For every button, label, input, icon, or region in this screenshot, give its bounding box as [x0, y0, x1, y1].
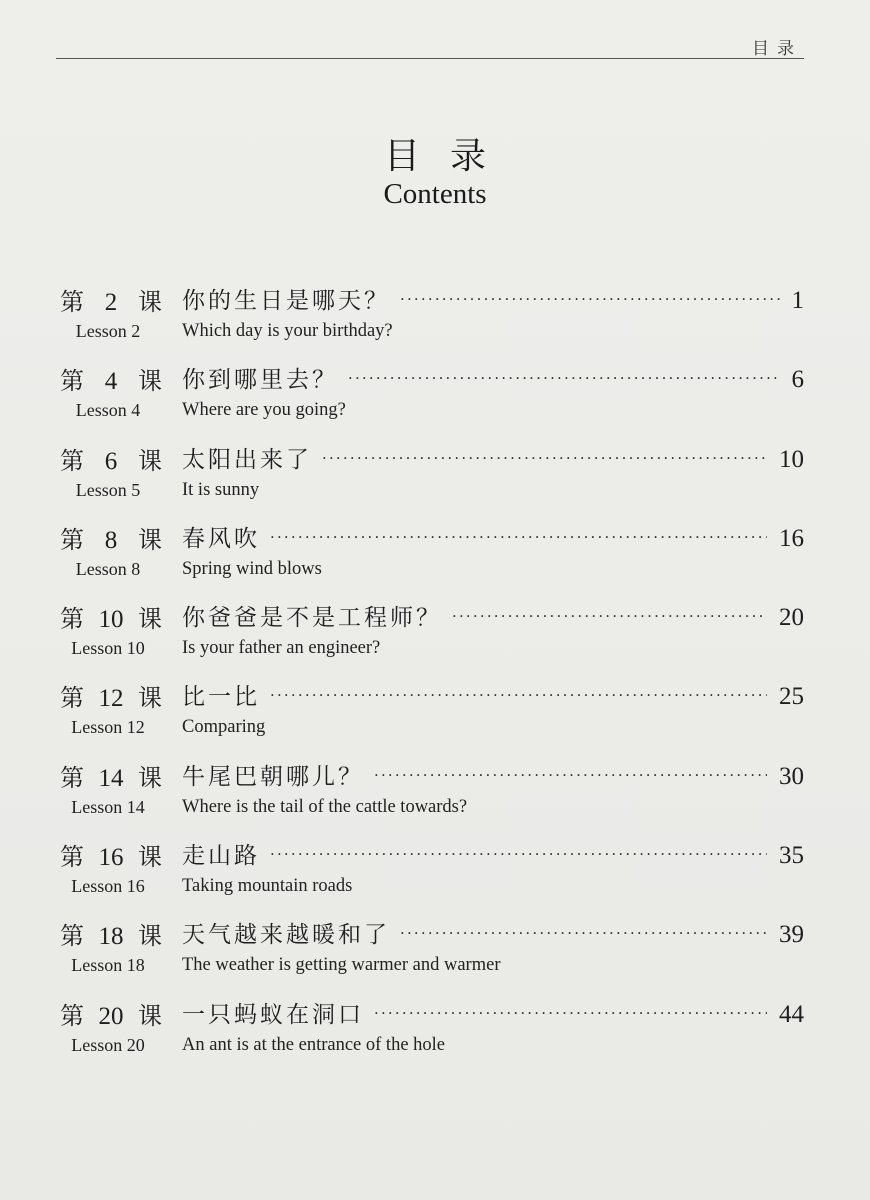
lesson-number: 18 [98, 923, 124, 951]
page-number: 25 [779, 683, 804, 711]
lesson-title-chinese: 一只蚂蚁在洞口 [182, 1001, 364, 1028]
lesson-prefix: 第 [60, 288, 84, 316]
page-number: 20 [779, 604, 804, 632]
lesson-number: 6 [104, 447, 118, 475]
toc-entry-line [182, 996, 804, 1029]
toc-entry [0, 361, 870, 440]
toc-entry [0, 758, 870, 837]
toc-entry [0, 837, 870, 916]
lesson-title-chinese: 走山路 [182, 843, 260, 870]
lesson-suffix: 课 [138, 684, 162, 713]
toc-entry-line [182, 441, 804, 474]
lesson-number-chinese [60, 599, 162, 634]
contents-title-english: Contents [383, 178, 487, 210]
lesson-suffix: 课 [138, 843, 162, 872]
lesson-suffix: 课 [138, 525, 162, 554]
page-number: 44 [779, 1000, 804, 1028]
dot-leader [452, 607, 767, 625]
lesson-title-chinese: 太阳出来了 [182, 446, 312, 473]
lesson-suffix: 课 [138, 446, 162, 475]
lesson-title-chinese: 你到哪里去？ [182, 367, 338, 394]
page-number: 39 [779, 921, 804, 949]
dot-leader [400, 290, 780, 308]
lesson-title-chinese: 天气越来越暖和了 [182, 922, 390, 949]
lesson-label-english: Lesson 16 [71, 876, 145, 897]
lesson-suffix: 课 [138, 763, 162, 792]
lesson-label-english: Lesson 8 [75, 558, 141, 579]
lesson-suffix: 课 [138, 605, 162, 634]
lesson-label-english: Lesson 4 [75, 400, 141, 421]
lesson-title-english: Spring wind blows [182, 558, 322, 579]
dot-leader [374, 766, 767, 784]
lesson-number: 14 [98, 764, 124, 792]
page-number: 16 [779, 524, 804, 552]
lesson-title-english: Taking mountain roads [182, 876, 353, 897]
page-number: 30 [779, 762, 804, 790]
lesson-suffix: 课 [138, 922, 162, 951]
lesson-number-chinese [60, 916, 162, 951]
lesson-number-chinese [60, 441, 162, 476]
lesson-prefix: 第 [60, 525, 84, 554]
lesson-title-english: Where are you going? [182, 400, 346, 421]
contents-title-chinese: 目录 [383, 136, 516, 177]
toc-entry [0, 520, 870, 599]
lesson-title-chinese: 牛尾巴朝哪儿？ [182, 763, 364, 790]
lesson-prefix: 第 [60, 763, 84, 792]
lesson-number: 20 [98, 1002, 124, 1030]
toc-entry-line [182, 678, 804, 711]
lesson-label-english: Lesson 14 [71, 796, 145, 817]
lesson-label-english: Lesson 12 [71, 717, 145, 738]
lesson-prefix: 第 [60, 684, 84, 713]
lesson-prefix: 第 [60, 922, 84, 951]
toc-entry [0, 441, 870, 520]
lesson-number: 8 [104, 526, 118, 554]
lesson-suffix: 课 [138, 288, 162, 316]
lesson-prefix: 第 [60, 446, 84, 475]
lesson-suffix: 课 [138, 1001, 162, 1030]
lesson-label-english: Lesson 18 [71, 955, 145, 976]
lesson-label-english: Lesson 2 [75, 321, 141, 341]
lesson-number: 10 [98, 606, 124, 634]
lesson-number: 16 [98, 844, 124, 872]
lesson-number-chinese [60, 758, 162, 793]
lesson-title-english: It is sunny [182, 479, 260, 500]
running-head: 目录 [752, 39, 802, 59]
lesson-title-english: Where is the tail of the cattle towards? [182, 796, 468, 817]
lesson-prefix: 第 [60, 1001, 84, 1030]
lesson-number: 4 [104, 368, 118, 396]
lesson-title-english: Which day is your birthday? [182, 321, 393, 341]
toc-entry-line [182, 837, 804, 870]
toc-entry-line [182, 916, 804, 949]
toc-entry [0, 996, 870, 1075]
lesson-number-chinese [60, 361, 162, 396]
lesson-title-english: Is your father an engineer? [182, 638, 381, 659]
lesson-prefix: 第 [60, 605, 84, 634]
lesson-number: 12 [98, 685, 124, 713]
toc-entry [0, 678, 870, 757]
lesson-number: 2 [104, 289, 118, 316]
dot-leader [270, 528, 767, 546]
lesson-title-chinese: 春风吹 [182, 525, 260, 552]
dot-leader [270, 845, 767, 863]
page-number: 6 [791, 366, 804, 394]
header-rule [56, 58, 804, 59]
toc-entry-line [182, 758, 804, 791]
lesson-label-english: Lesson 10 [71, 638, 145, 659]
lesson-number-chinese [60, 520, 162, 555]
lesson-suffix: 课 [138, 367, 162, 396]
toc-entry [0, 916, 870, 995]
lesson-title-english: Comparing [182, 717, 266, 738]
page-number: 10 [779, 445, 804, 473]
lesson-prefix: 第 [60, 367, 84, 396]
lesson-number-chinese [60, 282, 162, 317]
dot-leader [270, 686, 767, 704]
page-number: 1 [791, 287, 804, 314]
table-of-contents [0, 282, 870, 1075]
lesson-title-chinese: 比一比 [182, 684, 260, 711]
lesson-number-chinese [60, 996, 162, 1031]
toc-entry-line [182, 599, 804, 632]
lesson-title-chinese: 你的生日是哪天？ [182, 288, 390, 314]
lesson-title-english: An ant is at the entrance of the hole [182, 1034, 446, 1055]
lesson-label-english: Lesson 5 [75, 479, 141, 500]
toc-entry-line [182, 282, 804, 315]
dot-leader [348, 369, 780, 387]
toc-entry [0, 282, 870, 361]
lesson-title-chinese: 你爸爸是不是工程师？ [182, 605, 442, 632]
toc-entry-line [182, 520, 804, 553]
dot-leader [374, 1004, 767, 1022]
lesson-number-chinese [60, 678, 162, 713]
dot-leader [322, 449, 767, 467]
toc-entry-line [182, 361, 804, 394]
lesson-prefix: 第 [60, 843, 84, 872]
lesson-number-chinese [60, 837, 162, 872]
toc-entry [0, 599, 870, 678]
lesson-title-english: The weather is getting warmer and warmer [182, 955, 501, 976]
lesson-label-english: Lesson 20 [71, 1034, 145, 1055]
dot-leader [400, 924, 767, 942]
page-number: 35 [779, 842, 804, 870]
